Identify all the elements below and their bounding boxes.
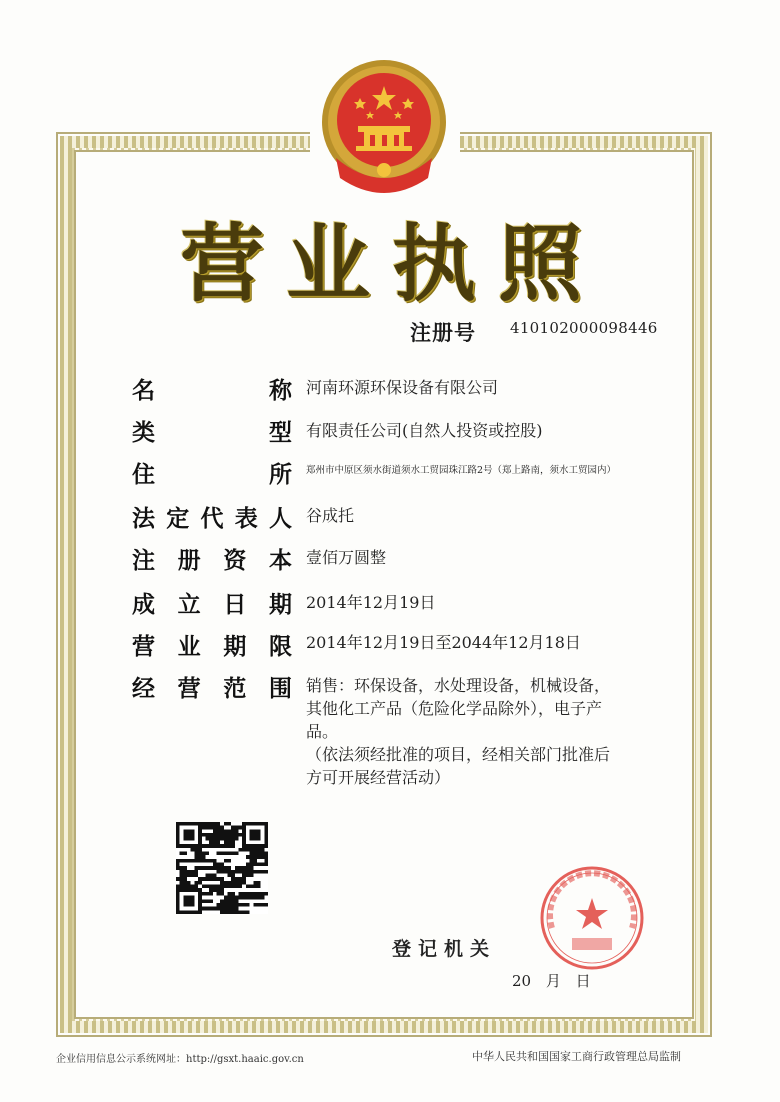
field-label: 住 所 [132,462,292,488]
issue-day: 日 [575,972,591,990]
company-address: 郑州市中原区须水街道须水工贸园珠江路2号（郑上路南，须水工贸园内） [306,465,617,476]
registered-capital: 壹佰万圆整 [306,548,387,567]
registration-number: 410102000098446 [510,319,658,337]
scope-line: 品。 [306,722,339,741]
company-name: 河南环源环保设备有限公司 [306,378,499,397]
scope-line: （依法须经批准的项目，经相关部门批准后 [306,745,611,764]
field-label: 注 册 资 本 [132,548,292,574]
issue-year: 20 [512,972,532,990]
legal-representative: 谷成托 [306,506,355,525]
established-date: 2014年12月19日 [306,593,436,612]
business-term: 2014年12月19日至2044年12月18日 [306,633,581,652]
official-seal-icon [538,864,646,972]
field-row-term [0,632,780,672]
field-label: 名 称 [132,378,292,404]
field-label: 成 立 日 期 [132,592,292,618]
scope-line: 其他化工产品（危险化学品除外），电子产 [306,699,603,718]
scope-line: 方可开展经营活动） [306,768,451,787]
footer-issuer: 中华人民共和国国家工商行政管理总局监制 [472,1050,681,1063]
footer-website: 企业信用信息公示系统网址：http://gsxt.haaic.gov.cn [56,1054,304,1065]
document-title: 营业执照 [180,215,605,313]
issue-month: 月 [545,972,561,990]
field-row-name [0,376,780,416]
field-label: 营 业 期 限 [132,634,292,660]
field-row-legal-rep [0,504,780,544]
field-label: 法 定 代 表 人 [132,506,292,532]
field-row-established [0,590,780,630]
registration-authority: 登记机关 [392,938,497,960]
qr-code-icon[interactable] [176,822,268,914]
issue-date [512,970,601,991]
field-row-capital [0,546,780,586]
registration-number-label: 注册号 [410,321,476,345]
field-row-address [0,460,780,500]
scope-line: 销售：环保设备，水处理设备，机械设备， [306,676,611,695]
field-row-type [0,418,780,458]
field-label: 类 型 [132,420,292,446]
national-emblem-icon [316,58,452,196]
business-scope [306,674,686,789]
field-label: 经 营 范 围 [132,676,292,702]
company-type: 有限责任公司(自然人投资或控股) [306,421,543,440]
